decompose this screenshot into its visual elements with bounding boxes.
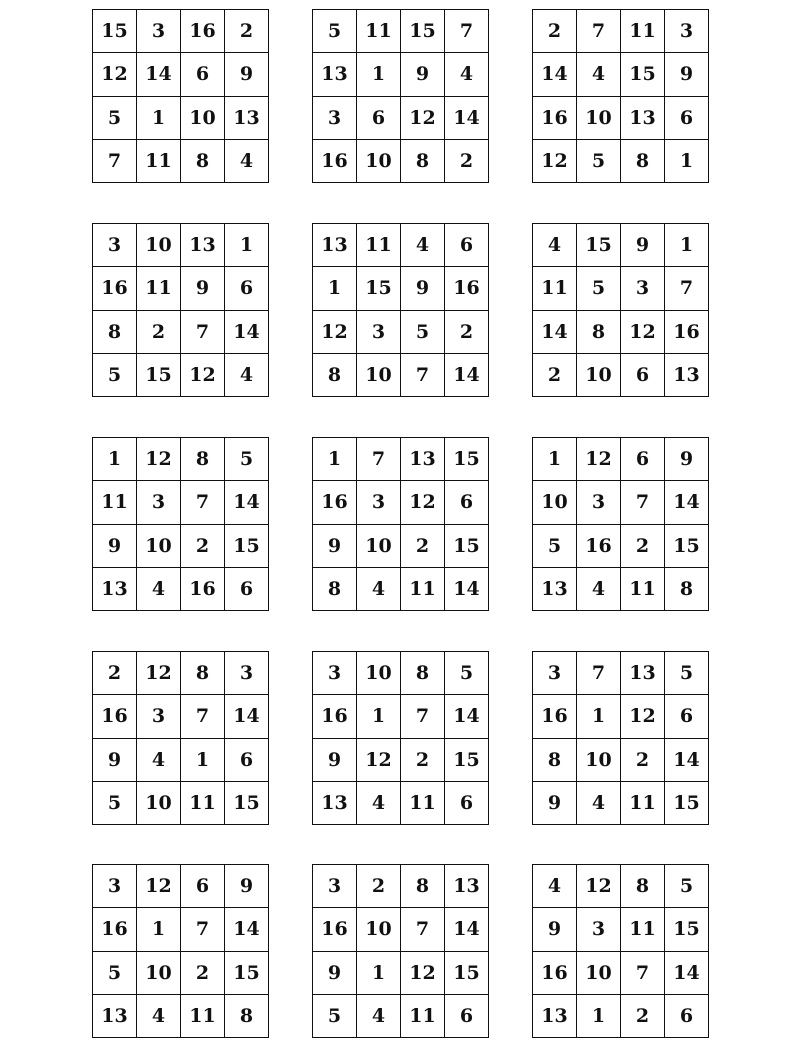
number-grid-11 xyxy=(312,651,489,825)
grid-cell: 8 xyxy=(93,311,137,354)
grid-cell: 1 xyxy=(357,952,401,995)
number-grid-6 xyxy=(532,223,709,397)
grid-cell: 2 xyxy=(181,525,225,568)
grid-cell: 9 xyxy=(313,525,357,568)
number-grid-12 xyxy=(532,651,709,825)
grid-cell: 8 xyxy=(577,311,621,354)
grid-cell: 11 xyxy=(621,568,665,611)
grid-cell: 7 xyxy=(93,140,137,183)
grid-cell: 13 xyxy=(665,354,709,397)
grid-cell: 1 xyxy=(137,908,181,951)
grid-cell: 6 xyxy=(225,568,269,611)
grid-cell: 12 xyxy=(401,952,445,995)
grid-cell: 7 xyxy=(621,481,665,524)
grid-cell: 2 xyxy=(445,311,489,354)
grid-cell: 4 xyxy=(577,782,621,825)
grid-cell: 5 xyxy=(225,438,269,481)
grid-cell: 13 xyxy=(401,438,445,481)
grid-cell: 4 xyxy=(137,995,181,1038)
number-grid-1 xyxy=(92,9,269,183)
grid-cell: 3 xyxy=(93,865,137,908)
grid-cell: 4 xyxy=(577,53,621,96)
grid-cell: 3 xyxy=(225,652,269,695)
grid-cell: 5 xyxy=(665,652,709,695)
grid-cell: 7 xyxy=(181,311,225,354)
grid-cell: 5 xyxy=(93,97,137,140)
number-grid-8 xyxy=(312,437,489,611)
grid-cell: 1 xyxy=(577,695,621,738)
grid-cell: 4 xyxy=(357,995,401,1038)
grid-cell: 12 xyxy=(401,97,445,140)
grid-cell: 14 xyxy=(225,311,269,354)
grid-cell: 10 xyxy=(357,354,401,397)
grid-cell: 14 xyxy=(533,311,577,354)
grid-cell: 3 xyxy=(533,652,577,695)
grid-cell: 11 xyxy=(621,908,665,951)
grid-cell: 3 xyxy=(665,10,709,53)
grid-cell: 16 xyxy=(445,267,489,310)
grid-cell: 16 xyxy=(93,695,137,738)
grid-cell: 6 xyxy=(181,53,225,96)
grid-cell: 1 xyxy=(357,53,401,96)
grid-cell: 4 xyxy=(357,568,401,611)
grid-cell: 15 xyxy=(665,908,709,951)
grid-cell: 13 xyxy=(621,97,665,140)
grid-cell: 16 xyxy=(313,695,357,738)
grid-cell: 1 xyxy=(533,438,577,481)
grid-cell: 9 xyxy=(533,908,577,951)
grid-cell: 15 xyxy=(225,525,269,568)
grid-cell: 8 xyxy=(665,568,709,611)
grid-cell: 1 xyxy=(357,695,401,738)
grid-cell: 4 xyxy=(577,568,621,611)
grid-cell: 8 xyxy=(181,140,225,183)
grid-cell: 6 xyxy=(665,97,709,140)
grid-cell: 4 xyxy=(401,224,445,267)
grid-cell: 6 xyxy=(665,695,709,738)
number-grid-5 xyxy=(312,223,489,397)
grid-cell: 16 xyxy=(533,695,577,738)
grid-cell: 13 xyxy=(93,995,137,1038)
grid-cell: 2 xyxy=(621,995,665,1038)
grid-cell: 8 xyxy=(621,140,665,183)
grid-cell: 9 xyxy=(313,739,357,782)
grid-cell: 10 xyxy=(577,354,621,397)
grid-cell: 15 xyxy=(225,952,269,995)
grid-cell: 2 xyxy=(93,652,137,695)
number-grid-14 xyxy=(312,864,489,1038)
grid-cell: 10 xyxy=(137,224,181,267)
grid-cell: 11 xyxy=(401,782,445,825)
grid-cell: 15 xyxy=(445,525,489,568)
grid-cell: 15 xyxy=(401,10,445,53)
grid-cell: 14 xyxy=(445,97,489,140)
grid-cell: 12 xyxy=(577,865,621,908)
grid-cell: 7 xyxy=(577,652,621,695)
grid-cell: 1 xyxy=(313,267,357,310)
grid-cell: 2 xyxy=(533,354,577,397)
grid-cell: 15 xyxy=(577,224,621,267)
grid-cell: 2 xyxy=(401,739,445,782)
grid-cell: 2 xyxy=(621,525,665,568)
grid-cell: 2 xyxy=(357,865,401,908)
grid-cell: 3 xyxy=(313,865,357,908)
grid-cell: 10 xyxy=(533,481,577,524)
grid-cell: 6 xyxy=(445,224,489,267)
grid-cell: 6 xyxy=(621,438,665,481)
grid-cell: 14 xyxy=(225,908,269,951)
grid-cell: 9 xyxy=(181,267,225,310)
grid-cell: 6 xyxy=(225,739,269,782)
grid-cell: 9 xyxy=(401,53,445,96)
grid-cell: 7 xyxy=(357,438,401,481)
grid-cell: 10 xyxy=(137,782,181,825)
grid-cell: 12 xyxy=(401,481,445,524)
grid-cell: 1 xyxy=(93,438,137,481)
grid-cell: 3 xyxy=(621,267,665,310)
grid-cell: 13 xyxy=(225,97,269,140)
grid-cell: 15 xyxy=(93,10,137,53)
grid-cell: 10 xyxy=(357,908,401,951)
grid-cell: 6 xyxy=(445,782,489,825)
grid-cell: 12 xyxy=(533,140,577,183)
grid-cell: 6 xyxy=(445,995,489,1038)
grid-cell: 1 xyxy=(181,739,225,782)
grid-cell: 13 xyxy=(313,224,357,267)
grid-cell: 4 xyxy=(225,140,269,183)
grid-cell: 14 xyxy=(137,53,181,96)
grid-cell: 11 xyxy=(401,995,445,1038)
grid-cell: 8 xyxy=(401,865,445,908)
grid-cell: 3 xyxy=(313,652,357,695)
grid-cell: 8 xyxy=(401,652,445,695)
grid-cell: 14 xyxy=(445,695,489,738)
grid-cell: 9 xyxy=(225,865,269,908)
number-grid-7 xyxy=(92,437,269,611)
number-grid-9 xyxy=(532,437,709,611)
grid-cell: 14 xyxy=(445,354,489,397)
grid-cell: 1 xyxy=(665,140,709,183)
grid-cell: 12 xyxy=(357,739,401,782)
grid-cell: 14 xyxy=(665,739,709,782)
grid-cell: 16 xyxy=(181,10,225,53)
grid-cell: 8 xyxy=(181,652,225,695)
grid-cell: 1 xyxy=(577,995,621,1038)
grid-cell: 10 xyxy=(357,140,401,183)
grid-cell: 12 xyxy=(313,311,357,354)
grid-cell: 5 xyxy=(533,525,577,568)
grid-cell: 15 xyxy=(445,438,489,481)
grid-cell: 13 xyxy=(93,568,137,611)
grid-cell: 8 xyxy=(313,354,357,397)
grid-cell: 16 xyxy=(577,525,621,568)
grid-cell: 11 xyxy=(181,995,225,1038)
grid-cell: 7 xyxy=(401,908,445,951)
grid-cell: 3 xyxy=(93,224,137,267)
grid-cell: 2 xyxy=(533,10,577,53)
grid-cell: 7 xyxy=(401,354,445,397)
grid-cell: 2 xyxy=(445,140,489,183)
grid-cell: 15 xyxy=(445,952,489,995)
grid-cell: 13 xyxy=(181,224,225,267)
grid-cell: 12 xyxy=(137,865,181,908)
number-grid-13 xyxy=(92,864,269,1038)
grid-cell: 13 xyxy=(313,53,357,96)
grid-cell: 5 xyxy=(665,865,709,908)
grid-cell: 14 xyxy=(445,568,489,611)
grid-cell: 5 xyxy=(313,995,357,1038)
grid-cell: 2 xyxy=(181,952,225,995)
grid-cell: 13 xyxy=(533,568,577,611)
grid-cell: 10 xyxy=(577,97,621,140)
grid-cell: 4 xyxy=(357,782,401,825)
grid-cell: 8 xyxy=(181,438,225,481)
grid-cell: 3 xyxy=(357,481,401,524)
grid-cell: 1 xyxy=(225,224,269,267)
grid-cell: 5 xyxy=(93,782,137,825)
grid-cell: 5 xyxy=(93,952,137,995)
grid-cell: 11 xyxy=(621,10,665,53)
grid-cell: 6 xyxy=(621,354,665,397)
grid-cell: 11 xyxy=(401,568,445,611)
grid-cell: 15 xyxy=(225,782,269,825)
grid-cell: 8 xyxy=(533,739,577,782)
grid-cell: 3 xyxy=(357,311,401,354)
grid-cell: 11 xyxy=(533,267,577,310)
grid-cell: 16 xyxy=(665,311,709,354)
grid-cell: 9 xyxy=(533,782,577,825)
grid-cell: 11 xyxy=(181,782,225,825)
grid-cell: 4 xyxy=(137,739,181,782)
grid-cell: 12 xyxy=(137,652,181,695)
grid-cell: 12 xyxy=(93,53,137,96)
grid-cell: 1 xyxy=(137,97,181,140)
grid-cell: 12 xyxy=(577,438,621,481)
grid-cell: 7 xyxy=(621,952,665,995)
grid-cell: 4 xyxy=(137,568,181,611)
grid-cell: 16 xyxy=(313,140,357,183)
grid-cell: 5 xyxy=(93,354,137,397)
grid-cell: 4 xyxy=(533,865,577,908)
grid-cell: 9 xyxy=(225,53,269,96)
grid-cell: 16 xyxy=(93,908,137,951)
grid-cell: 12 xyxy=(181,354,225,397)
grid-cell: 7 xyxy=(181,695,225,738)
grid-cell: 3 xyxy=(137,481,181,524)
grid-cell: 14 xyxy=(665,481,709,524)
grid-cell: 10 xyxy=(577,952,621,995)
grid-cell: 10 xyxy=(137,952,181,995)
grid-cell: 11 xyxy=(137,267,181,310)
grid-cell: 5 xyxy=(577,267,621,310)
grid-cell: 2 xyxy=(621,739,665,782)
grid-cell: 9 xyxy=(621,224,665,267)
grid-cell: 12 xyxy=(137,438,181,481)
grid-cell: 16 xyxy=(533,952,577,995)
number-grid-2 xyxy=(312,9,489,183)
grid-cell: 16 xyxy=(181,568,225,611)
grid-cell: 3 xyxy=(137,695,181,738)
grid-cell: 7 xyxy=(577,10,621,53)
grid-cell: 9 xyxy=(401,267,445,310)
grid-cell: 8 xyxy=(225,995,269,1038)
grid-cell: 9 xyxy=(93,739,137,782)
grid-cell: 10 xyxy=(357,652,401,695)
grid-cell: 11 xyxy=(357,10,401,53)
grid-cell: 1 xyxy=(313,438,357,481)
grid-cell: 8 xyxy=(313,568,357,611)
grid-cell: 7 xyxy=(445,10,489,53)
grid-cell: 13 xyxy=(445,865,489,908)
grid-cell: 11 xyxy=(621,782,665,825)
grid-cell: 10 xyxy=(577,739,621,782)
grid-cell: 16 xyxy=(533,97,577,140)
grid-cell: 15 xyxy=(665,525,709,568)
grid-cell: 1 xyxy=(665,224,709,267)
grid-cell: 5 xyxy=(313,10,357,53)
number-grid-15 xyxy=(532,864,709,1038)
grid-cell: 9 xyxy=(665,438,709,481)
grid-cell: 15 xyxy=(621,53,665,96)
grid-cell: 10 xyxy=(137,525,181,568)
grid-cell: 14 xyxy=(225,695,269,738)
grid-cell: 3 xyxy=(137,10,181,53)
grid-cell: 8 xyxy=(401,140,445,183)
grid-cell: 7 xyxy=(181,908,225,951)
grid-cell: 4 xyxy=(445,53,489,96)
grid-cell: 11 xyxy=(93,481,137,524)
grid-cell: 5 xyxy=(401,311,445,354)
grid-cell: 7 xyxy=(401,695,445,738)
grid-cell: 2 xyxy=(401,525,445,568)
grid-cell: 15 xyxy=(665,782,709,825)
grid-cell: 16 xyxy=(313,908,357,951)
grid-cell: 14 xyxy=(533,53,577,96)
grid-cell: 16 xyxy=(313,481,357,524)
grid-cell: 5 xyxy=(445,652,489,695)
grid-cell: 13 xyxy=(313,782,357,825)
grid-cell: 9 xyxy=(313,952,357,995)
grid-cell: 16 xyxy=(93,267,137,310)
grid-cell: 13 xyxy=(621,652,665,695)
grid-cell: 6 xyxy=(225,267,269,310)
grid-cell: 2 xyxy=(225,10,269,53)
grid-cell: 15 xyxy=(357,267,401,310)
grid-cell: 6 xyxy=(665,995,709,1038)
grid-cell: 5 xyxy=(577,140,621,183)
grid-cell: 3 xyxy=(577,481,621,524)
grid-cell: 3 xyxy=(313,97,357,140)
grid-cell: 14 xyxy=(445,908,489,951)
grid-cell: 10 xyxy=(181,97,225,140)
grid-cell: 6 xyxy=(181,865,225,908)
grid-cell: 6 xyxy=(445,481,489,524)
grid-cell: 6 xyxy=(357,97,401,140)
grid-cell: 10 xyxy=(357,525,401,568)
grid-cell: 11 xyxy=(137,140,181,183)
grid-cell: 9 xyxy=(93,525,137,568)
grid-cell: 7 xyxy=(181,481,225,524)
number-grid-3 xyxy=(532,9,709,183)
grid-cell: 9 xyxy=(665,53,709,96)
grid-cell: 2 xyxy=(137,311,181,354)
grid-cell: 14 xyxy=(225,481,269,524)
number-grid-10 xyxy=(92,651,269,825)
grid-cell: 3 xyxy=(577,908,621,951)
grid-cell: 4 xyxy=(225,354,269,397)
grid-cell: 8 xyxy=(621,865,665,908)
grid-cell: 7 xyxy=(665,267,709,310)
grid-cell: 12 xyxy=(621,695,665,738)
grid-cell: 14 xyxy=(665,952,709,995)
grid-cell: 15 xyxy=(445,739,489,782)
grid-cell: 15 xyxy=(137,354,181,397)
grid-cell: 4 xyxy=(533,224,577,267)
number-grid-4 xyxy=(92,223,269,397)
grid-cell: 11 xyxy=(357,224,401,267)
grid-cell: 12 xyxy=(621,311,665,354)
grid-cell: 13 xyxy=(533,995,577,1038)
